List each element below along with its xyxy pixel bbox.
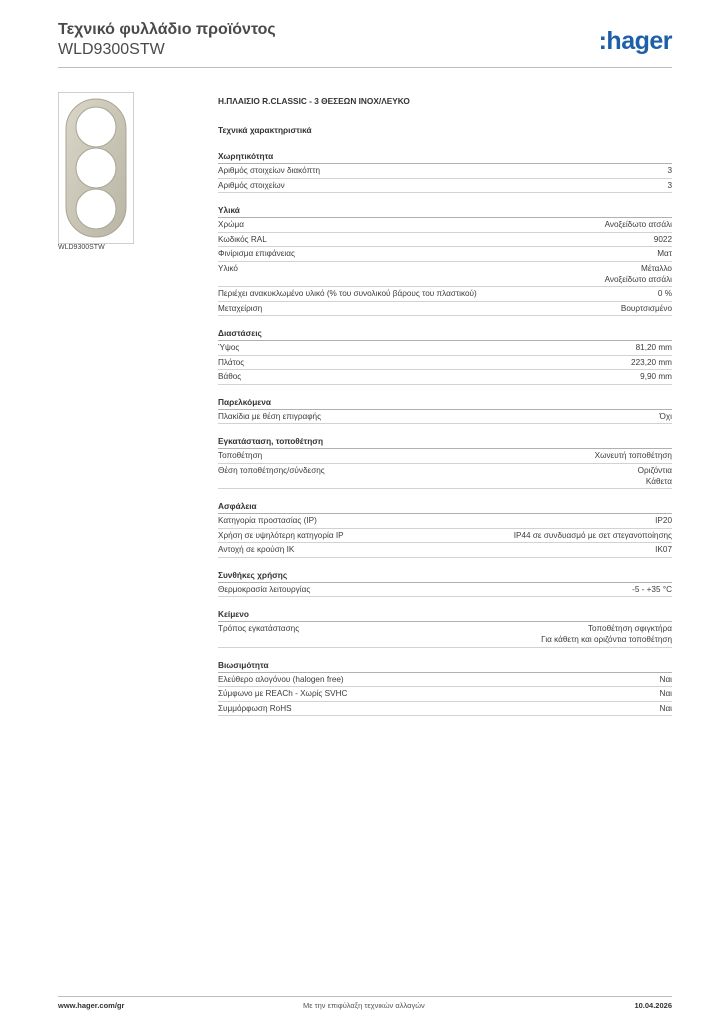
- section-title: Βιωσιμότητα: [218, 660, 672, 673]
- spec-value: [605, 219, 672, 230]
- spec-value-line: Μέταλλο: [641, 263, 672, 273]
- spec-section: [218, 328, 672, 385]
- spec-value-line: 3: [667, 166, 672, 175]
- spec-value-line: IP44 σε συνδυασμό με σετ στεγανοποίησης: [513, 530, 672, 540]
- spec-value: [657, 248, 672, 259]
- spec-value-line: IP20: [655, 516, 672, 525]
- spec-label: Βάθος: [218, 372, 242, 381]
- spec-content: [218, 96, 672, 728]
- section-title: Συνθήκες χρήσης: [218, 570, 672, 583]
- section-title: Παρελκόμενα: [218, 397, 672, 410]
- spec-row: [218, 410, 672, 425]
- spec-value: [631, 357, 672, 368]
- spec-value-line: 3: [667, 180, 672, 190]
- section-title: Διαστάσεις: [218, 328, 672, 341]
- spec-row: [218, 247, 672, 262]
- hager-logo: :hager: [598, 27, 672, 55]
- spec-label: Θερμοκρασία λειτουργίας: [218, 584, 311, 594]
- spec-value-line: 9022: [653, 234, 672, 244]
- section-title: Εγκατάσταση, τοποθέτηση: [218, 436, 672, 449]
- spec-section: [218, 436, 672, 489]
- spec-value: [660, 674, 672, 685]
- spec-value-line: Κάθετα: [645, 476, 672, 486]
- spec-value-line: Ναι: [659, 689, 672, 698]
- section-title: Υλικά: [218, 205, 672, 218]
- footer-notice: Με την επιφύλαξη τεχνικών αλλαγών: [303, 1001, 425, 1010]
- spec-row: [218, 529, 672, 544]
- spec-label: Θέση τοποθέτησης/σύνδεσης: [218, 465, 325, 475]
- spec-label: Αριθμός στοιχείων: [218, 180, 285, 190]
- spec-label: Ύψος: [218, 343, 240, 352]
- spec-value-line: 9,90 mm: [640, 372, 672, 381]
- spec-value: [541, 623, 672, 645]
- spec-label: Φινίρισμα επιφάνειας: [218, 249, 295, 258]
- spec-section: [218, 660, 672, 717]
- spec-value: [638, 465, 672, 487]
- spec-row: [218, 179, 672, 194]
- image-caption: WLD9300STW: [58, 244, 105, 251]
- spec-row: [218, 702, 672, 717]
- spec-value: [654, 234, 672, 245]
- spec-section: [218, 501, 672, 558]
- spec-label: Πλάτος: [218, 357, 245, 367]
- page-header: [58, 20, 672, 68]
- spec-value-line: Ματ: [657, 249, 672, 258]
- spec-row: [218, 356, 672, 371]
- spec-value-line: 0 %: [657, 289, 672, 298]
- section-title: Χωρητικότητα: [218, 151, 672, 164]
- spec-row: [218, 262, 672, 288]
- section-title: Κείμενο: [218, 609, 672, 622]
- spec-value: [655, 544, 672, 555]
- spec-value: [640, 371, 672, 382]
- spec-value: [595, 450, 672, 461]
- spec-label: Περιέχει ανακυκλωμένο υλικό (% του συνολικού βάρους του πλαστικού): [218, 289, 477, 298]
- spec-value-line: Οριζόντια: [637, 465, 672, 475]
- spec-value-line: Τοποθέτηση σφιγκτήρα: [587, 624, 672, 633]
- spec-section: [218, 205, 672, 316]
- page-footer: [58, 996, 672, 1016]
- spec-value: [636, 342, 672, 353]
- spec-label: Υλικό: [218, 263, 238, 273]
- spec-section: [218, 397, 672, 425]
- spec-value-line: 81,20 mm: [635, 343, 672, 352]
- section-title: Ασφάλεια: [218, 501, 672, 514]
- spec-value-line: Όχι: [659, 411, 672, 421]
- spec-value-line: Ανοξείδωτο ατσάλι: [604, 220, 672, 229]
- spec-value-line: Χωνευτή τοποθέτηση: [594, 451, 672, 460]
- spec-value: [655, 515, 672, 526]
- spec-label: Συμμόρφωση RoHS: [218, 703, 292, 713]
- spec-label: Κωδικός RAL: [218, 234, 267, 244]
- spec-value: [621, 303, 672, 314]
- spec-value: [667, 165, 672, 176]
- spec-row: [218, 218, 672, 233]
- spec-row: [218, 464, 672, 490]
- spec-value: [658, 288, 672, 299]
- spec-section: [218, 151, 672, 193]
- spec-sections: [218, 151, 672, 716]
- spec-value-line: Ανοξείδωτο ατσάλι: [604, 274, 672, 284]
- spec-row: [218, 341, 672, 356]
- spec-value-line: Βουρτσισμένο: [620, 303, 672, 313]
- spec-value: [514, 530, 672, 541]
- spec-value: [632, 584, 672, 595]
- spec-label: Αριθμός στοιχείων διακόπτη: [218, 166, 321, 175]
- product-image: [58, 92, 134, 244]
- spec-label: Τρόπος εγκατάστασης: [218, 624, 300, 633]
- spec-value: [660, 688, 672, 699]
- spec-value: [605, 263, 672, 285]
- spec-row: [218, 449, 672, 464]
- spec-row: [218, 514, 672, 529]
- spec-value-line: Ναι: [659, 703, 672, 713]
- spec-value-line: -5 - +35 °C: [632, 584, 672, 594]
- spec-label: Αντοχή σε κρούση IK: [218, 545, 295, 554]
- spec-value: [660, 411, 672, 422]
- spec-row: [218, 543, 672, 558]
- spec-row: [218, 622, 672, 648]
- spec-value: [667, 180, 672, 191]
- spec-label: Κατηγορία προστασίας (IP): [218, 516, 317, 525]
- spec-label: Σύμφωνο με REACh - Χωρίς SVHC: [218, 689, 348, 698]
- footer-website[interactable]: www.hager.com/gr: [58, 1001, 125, 1010]
- spec-section: [218, 609, 672, 648]
- spec-value-line: Για κάθετη και οριζόντια τοποθέτηση: [541, 635, 672, 644]
- footer-date: 10.04.2026: [634, 1001, 672, 1010]
- spec-row: [218, 370, 672, 385]
- spec-label: Τοποθέτηση: [218, 451, 263, 460]
- spec-value-line: IK07: [655, 545, 672, 554]
- spec-row: [218, 673, 672, 688]
- spec-value-line: Ναι: [659, 674, 672, 684]
- spec-section: [218, 570, 672, 598]
- spec-value-line: 223,20 mm: [631, 357, 672, 367]
- spec-label: Χρήση σε υψηλότερη κατηγορία IP: [218, 530, 344, 540]
- spec-row: [218, 233, 672, 248]
- spec-label: Χρώμα: [218, 220, 244, 229]
- spec-row: [218, 302, 672, 317]
- spec-value: [660, 703, 672, 714]
- document-title: Τεχνικό φυλλάδιο προϊόντος: [58, 21, 276, 38]
- product-model: WLD9300STW: [58, 41, 165, 58]
- product-name: Η.ΠΛΑΙΣΙΟ R.CLASSIC - 3 ΘΕΣΕΩΝ ΙΝΟΧ/ΛΕΥΚΟ: [218, 96, 410, 106]
- spec-label: Ελεύθερο αλογόνου (halogen free): [218, 674, 344, 684]
- spec-label: Πλακίδια με θέση επιγραφής: [218, 411, 322, 421]
- tech-specs-title: Τεχνικά χαρακτηριστικά: [218, 125, 312, 135]
- spec-row: [218, 687, 672, 702]
- spec-row: [218, 287, 672, 302]
- spec-label: Μεταχείριση: [218, 303, 263, 313]
- spec-row: [218, 164, 672, 179]
- spec-row: [218, 583, 672, 598]
